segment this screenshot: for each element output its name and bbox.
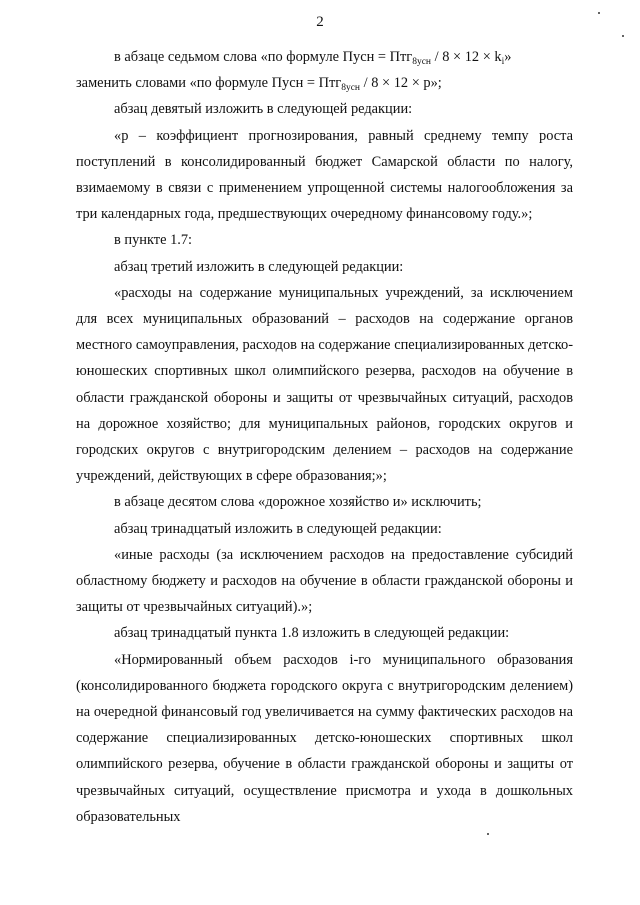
scan-speck <box>487 833 489 835</box>
paragraph: абзац тринадцатый пункта 1.8 изложить в следующей редакции: <box>114 625 510 642</box>
paragraph-quote: «иные расходы (за исключением расходов на предоставление субсидий областному бюджету и расходов на обучение в области гражданской обороны и защиты от чрезвычайных ситуаций).»; <box>76 546 573 616</box>
page-number: 2 <box>316 14 324 30</box>
paragraph-formula-replacement: в абзаце седьмом слова «по формуле Пусн = $Птг_{8усн} / 8 \times 12 \times k_i$» заменить словами «по формуле Пусн = Птг$_{8усн}$ / 8 × 12 × p»; <box>76 49 512 94</box>
paragraph: абзац девятый изложить в следующей редакции: <box>114 101 413 118</box>
paragraph-quote: «p – коэффициент прогнозирования, равный среднему темпу роста поступлений в консолидированный бюджет Самарской области по налогу, взимаемому в связи с применением упрощенной системы налогообложения за три календарных года, предшествующих очередному финансовому году.»; <box>76 127 573 223</box>
paragraph: в абзаце десятом слова «дорожное хозяйство и» исключить; <box>114 494 482 511</box>
paragraph: в пункте 1.7: <box>114 232 193 249</box>
paragraph: абзац тринадцатый изложить в следующей редакции: <box>114 520 442 537</box>
paragraph-quote: «Нормированный объем расходов i-го муниципального образования (консолидированного бюджета городского округа с внутригородским делением) на очередной финансовый год увеличивается на сумму фактических расходов на содержание специализированных детско-юношеских спортивных школ олимпийского резерва, обучение в области гражданской обороны и защиты от чрезвычайных ситуаций, осуществление присмотра и ухода в дошкольных образовательных <box>76 651 573 825</box>
scan-speck <box>598 12 600 14</box>
document-body <box>76 44 573 830</box>
paragraph-quote: «расходы на содержание муниципальных учреждений, за исключением для всех муниципальных образований – расходов на содержание органов местного самоуправления, расходов на содержание специализированных детско-юношеских спортивных школ олимпийского резерва, расходов на обучение в области гражданской обороны и защиты от чрезвычайных ситуаций, расходов на дорожное хозяйство; для муниципальных районов, городских округов и городских округов с внутригородским делением – расходов на содержание учреждений, действующих в сфере образования;»; <box>76 284 573 485</box>
scan-speck <box>622 35 624 37</box>
paragraph: абзац третий изложить в следующей редакции: <box>114 258 404 275</box>
